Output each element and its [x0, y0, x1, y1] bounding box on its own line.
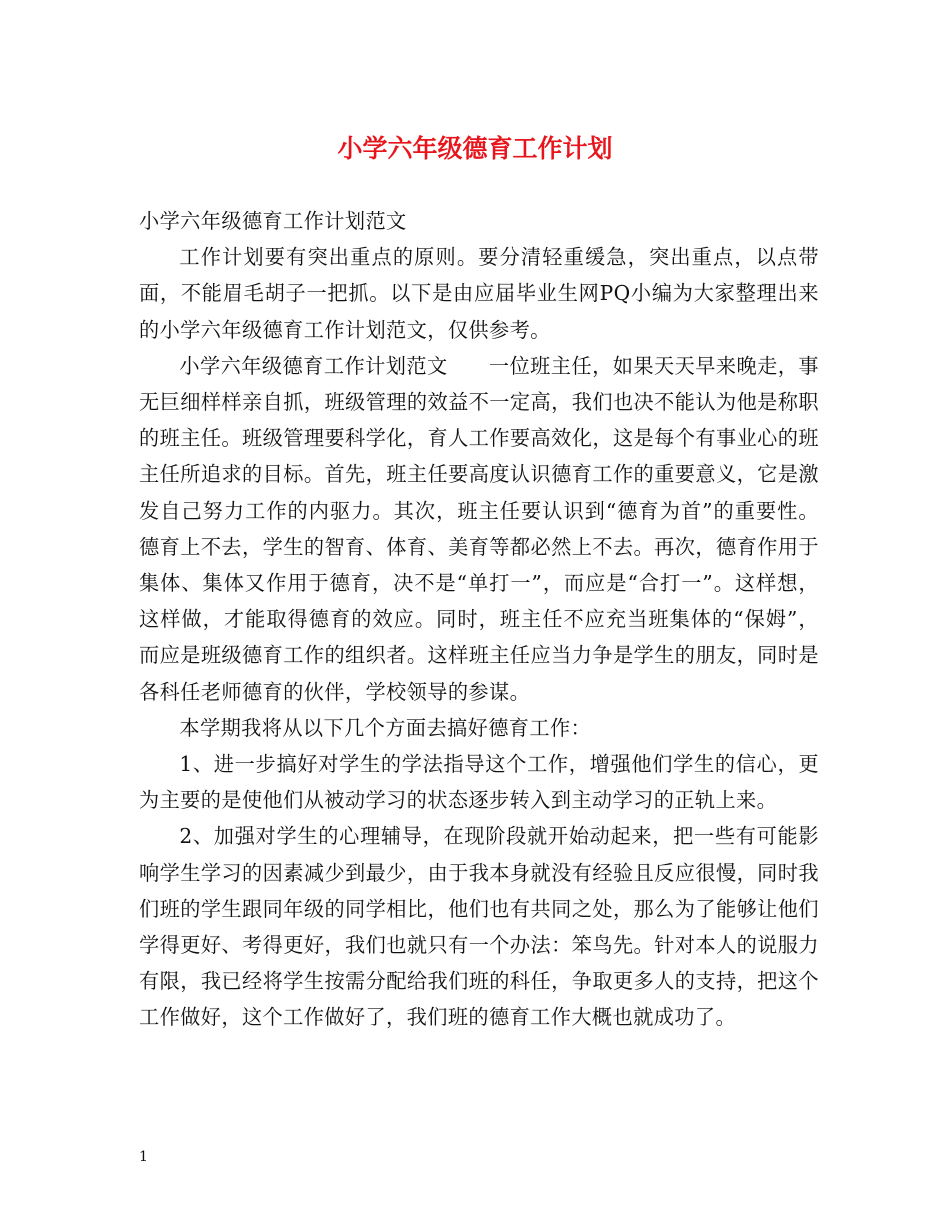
paragraph-plan-intro: 本学期我将从以下几个方面去搞好德育工作：	[179, 715, 592, 740]
paragraph-main: 小学六年级德育工作计划范文 一位班主任，如果天天早来晚走，事无巨细样样亲自抓，班级管理的效益不一定高，我们也决不能认为他是称职的班主任。班级管理要科学化，育人工作要高效化，这是每个有事业心的班主任所追求的目标。首先，班主任要高度认识德育工作的重要意义，它是激发自己努力工作的内驱力。其次，班主任要认识到“德育为首”的重要性。德育上不去，学生的智育、体育、美育等都必然上不去。再次，德育作用于集体、集体又作用于德育，决不是“单打一”，而应是“合打一”。这样想，这样做，才能取得德育的效应。同时，班主任不应充当班集体的“保姆”，而应是班级德育工作的组织者。这样班主任应当力争是学生的朋友，同时是各科任老师德育的伙伴，学校领导的参谋。	[139, 353, 819, 704]
paragraph-intro: 工作计划要有突出重点的原则。要分清轻重缓急，突出重点，以点带面，不能眉毛胡子一把抓。以下是由应届毕业生网PQ小编为大家整理出来的小学六年级德育工作计划范文，仅供参考。	[139, 245, 819, 342]
page-title: 小学六年级德育工作计划	[337, 134, 613, 163]
page-number: 1	[139, 1149, 148, 1165]
paragraph-item-1: 1、进一步搞好对学生的学法指导这个工作，增强他们学生的信心，更为主要的是使他们从被动学习的状态逐步转入到主动学习的正轨上来。	[139, 752, 819, 813]
document-subtitle: 小学六年级德育工作计划范文	[139, 209, 407, 233]
paragraph-item-2: 2、加强对学生的心理辅导，在现阶段就开始动起来，把一些有可能影响学生学习的因素减少到最少，由于我本身就没有经验且反应很慢，同时我们班的学生跟同年级的同学相比，他们也有共同之处，那么为了能够让他们学得更好、考得更好，我们也就只有一个办法：笨鸟先。针对本人的说服力有限，我已经将学生按需分配给我们班的科任，争取更多人的支持，把这个工作做好，这个工作做好了，我们班的德育工作大概也就成功了。	[139, 824, 819, 1030]
document-body	[139, 203, 819, 1036]
